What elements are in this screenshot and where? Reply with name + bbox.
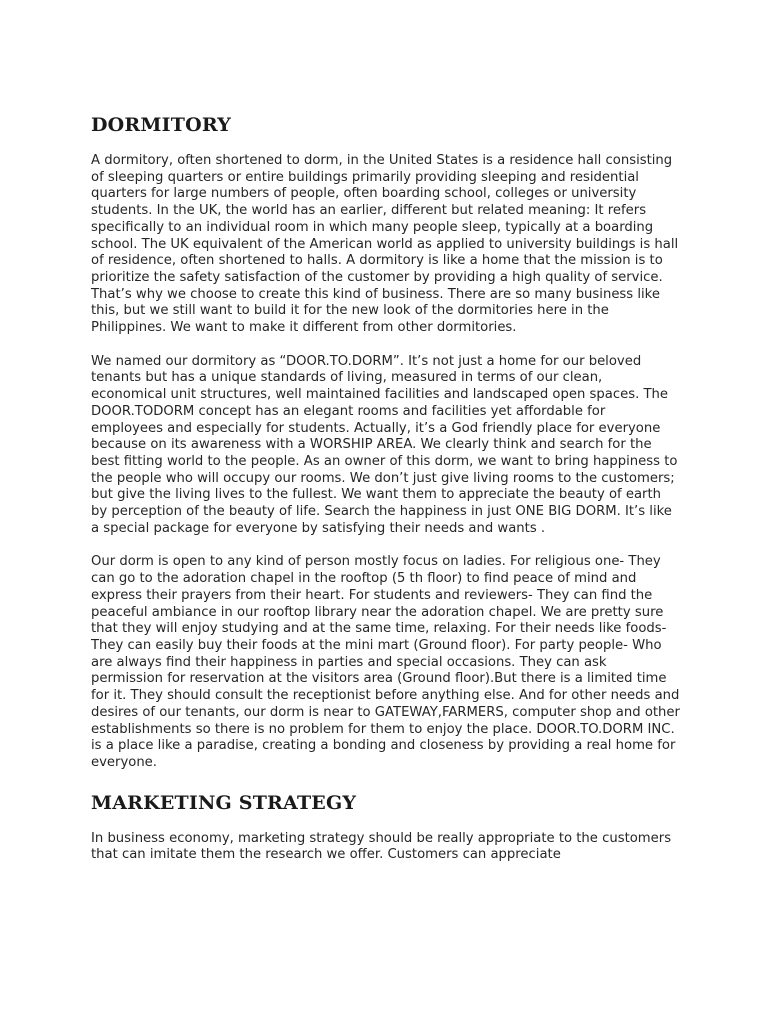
paragraph-dormitory-definition: A dormitory, often shortened to dorm, in the United States is a residence hall consisting of sleeping quarters or entire buildings primarily providing sleeping and residential quarters for large numbers of people, often boarding school, colleges or university students. In the UK, the world has an earlier, different but related meaning: It refers specifically to an individual room in which many people sleep, typically at a boarding school. The UK equivalent of the American world as applied to university buildings is hall of residence, often shortened to halls. A dormitory is like a home that the mission is to prioritize the safety satisfaction of the customer by providing a high quality of service. That’s why we choose to create this kind of business. There are so many business like this, but we still want to build it for the new look of the dormitories here in the Philippines. We want to make it different from other dormitories.: [91, 153, 679, 336]
paragraph-marketing-strategy: In business economy, marketing strategy should be really appropriate to the customers that can imitate them the research we offer. Customers can appreciate: [91, 830, 672, 863]
section-heading-dormitory: DORMITORY: [91, 114, 231, 136]
paragraph-door-to-dorm: We named our dormitory as “DOOR.TO.DORM”. It’s not just a home for our beloved tenants but has a unique standards of living, measured in terms of our clean, economical unit structures, well maintained facilities and landscaped open spaces. The DOOR.TODORM concept has an elegant rooms and facilities yet affordable for employees and especially for students. Actually, it’s a God friendly place for everyone because on its awareness with a WORSHIP AREA. We clearly think and search for the best fitting world to the people. As an owner of this dorm, we want to bring happiness to the people who will occupy our rooms. We don’t just give living rooms to the customers; but give the living lives to the fullest. We want them to appreciate the beauty of earth by perception of the beauty of life. Search the happiness in just ONE BIG DORM. It’s like a special package for everyone by satisfying their needs and wants .: [91, 353, 678, 536]
document-page: [91, 112, 681, 864]
section-heading-marketing-strategy: MARKETING STRATEGY: [91, 791, 357, 814]
paragraph-dorm-features: Our dorm is open to any kind of person mostly focus on ladies. For religious one- They can go to the adoration chapel in the rooftop (5 th floor) to find peace of mind and express their prayers from their heart. For students and reviewers- They can find the peaceful ambiance in our rooftop library near the adoration chapel. We are pretty sure that they will enjoy studying and at the same time, relaxing. For their needs like foods- They can easily buy their foods at the mini mart (Ground floor). For party people- Who are always find their happiness in parties and special occasions. They can ask permission for reservation at the visitors area (Ground floor).But there is a limited time for it. They should consult the receptionist before anything else. And for other needs and desires of our tenants, our dorm is near to GATEWAY,FARMERS, computer shop and other establishments so there is no problem for them to enjoy the place. DOOR.TO.DORM INC. is a place like a paradise, creating a bonding and closeness by providing a real home for everyone.: [91, 554, 680, 770]
